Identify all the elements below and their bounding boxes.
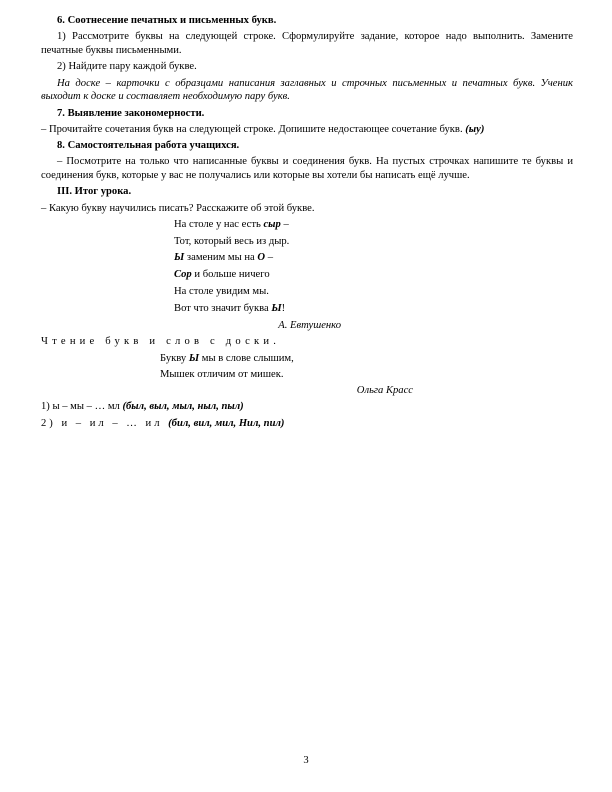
poem-2-author: Ольга Красс xyxy=(356,385,413,397)
section-iii-question: – Какую букву научились писать? Расскажите об этой букве. xyxy=(41,202,315,214)
poem-1-line-3-text: заменим мы на xyxy=(184,252,258,264)
poem-1-exclamation: ! xyxy=(281,302,286,314)
exercise-1 xyxy=(41,400,573,414)
poem-1-author: А. Евтушенко xyxy=(278,319,341,331)
poem-1-word-sor: Сор xyxy=(174,269,192,281)
section-8-heading: 8. Самостоятельная работа учащихся. xyxy=(57,140,240,152)
section-6-heading: 6. Соотнесение печатных и письменных букв. xyxy=(57,15,277,26)
section-7-heading: 7. Выявление закономерности. xyxy=(57,107,205,119)
poem-2 xyxy=(160,352,573,382)
poem-1-line-1-dash: – xyxy=(280,218,289,230)
exercise-2-answer: (бил, вил, мил, Нил, пил) xyxy=(168,417,285,429)
section-6-task-1: 1) Рассмотрите буквы на следующей строке. Сформулируйте задание, которое надо выполнить. Замените печатные буквы письменными. xyxy=(41,31,573,57)
section-7-answer: (ыу) xyxy=(465,123,485,135)
poem-2-line-2: Мышек отличим от мишек. xyxy=(160,368,284,380)
exercise-2-text: 2) и – ил – … ил xyxy=(41,417,169,429)
poem-2-line-1 xyxy=(160,352,573,366)
exercise-1-text: 1) ы – мы – … мл xyxy=(41,401,123,413)
section-7-instruction: – Прочитайте сочетания букв на следующей строке. Допишите недостающее сочетание букв. xyxy=(41,123,463,135)
poem-1-line-2: Тот, который весь из дыр. xyxy=(174,235,290,247)
poem-1-line-6-text: Вот что значит буква xyxy=(174,302,272,314)
poem-1-line-5: На столе увидим мы. xyxy=(174,286,269,298)
poem-2-line-1-end: мы в слове слышим, xyxy=(199,352,294,364)
exercise-2 xyxy=(41,417,573,431)
section-6-note: На доске – карточки с образцами написания заглавных и строчных письменных и печатных букв. Ученик выходит к доске и составляет необходимую пару букв. xyxy=(41,77,573,103)
poem-2-line-1-text: Букву xyxy=(160,352,189,364)
section-8-text: – Посмотрите на только что написанные буквы и соединения букв. На пустых строчках напишите те буквы и соединения букв, которые у вас не получались или которые вы хотели бы написать ещё лучше. xyxy=(41,156,573,182)
section-7-text xyxy=(41,123,573,137)
poem-1-letter-o: О xyxy=(257,252,266,264)
page-number: 3 xyxy=(303,755,309,766)
poem-1-letter-y-end: Ы xyxy=(271,302,282,314)
poem-1 xyxy=(174,218,573,316)
reading-heading: Чтение букв и слов с доски. xyxy=(41,336,281,348)
exercise-1-answer: (был, выл, мыл, ныл, пыл) xyxy=(122,401,244,413)
section-6-task-2: 2) Найдите пару каждой букве. xyxy=(57,61,197,73)
poem-1-line-1-text: На столе у нас есть xyxy=(174,218,264,230)
poem-1-line-3 xyxy=(174,251,573,265)
section-iii-heading: III. Итог урока. xyxy=(57,186,132,198)
poem-2-letter-y: Ы xyxy=(188,352,200,364)
poem-1-line-4 xyxy=(174,268,573,282)
poem-1-line-4-text: и больше ничего xyxy=(191,269,270,281)
document-page xyxy=(41,14,573,433)
poem-1-word-syr: сыр xyxy=(263,218,281,230)
poem-1-line-6 xyxy=(174,302,573,316)
poem-1-letter-y: Ы xyxy=(174,252,185,264)
poem-1-line-1 xyxy=(174,218,573,232)
poem-1-line-3-dash: – xyxy=(265,252,274,264)
